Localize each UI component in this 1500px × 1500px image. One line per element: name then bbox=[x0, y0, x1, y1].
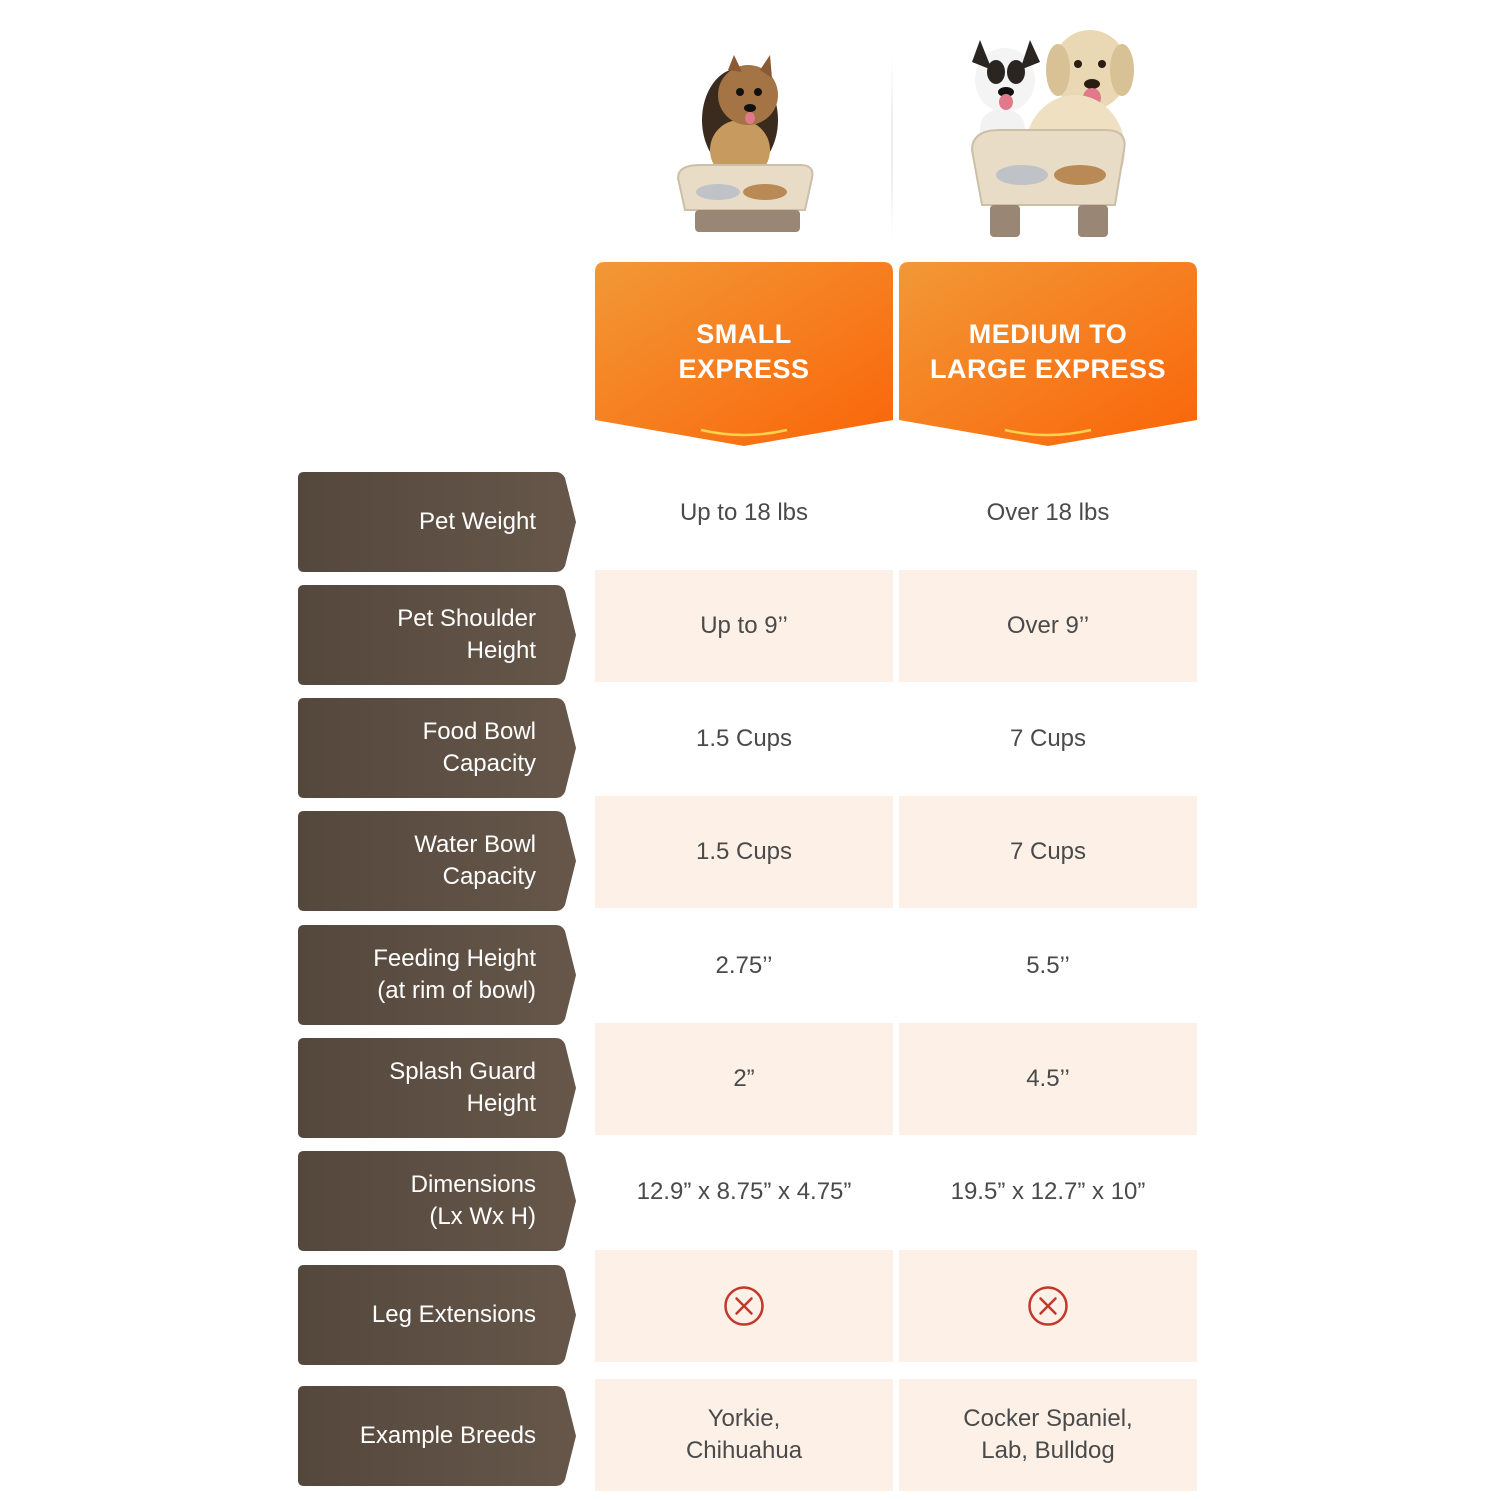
small-express-product-image bbox=[600, 0, 890, 245]
row-label-text bbox=[423, 698, 536, 798]
column-title bbox=[595, 317, 893, 387]
cell-small-express bbox=[595, 1379, 893, 1491]
cell-value-line: 4.5’’ bbox=[1026, 1065, 1070, 1092]
row-label-text bbox=[419, 472, 536, 572]
row-label-line1: Food Bowl bbox=[422, 718, 536, 745]
row-label-text bbox=[414, 811, 536, 911]
large-dogs-with-feeder-illustration bbox=[900, 0, 1200, 245]
cell-small-express bbox=[595, 910, 893, 1022]
row-label-line1: Water Bowl bbox=[414, 831, 536, 858]
row-label bbox=[298, 811, 576, 911]
x-circle-icon bbox=[723, 1285, 765, 1327]
cell-small-express bbox=[595, 796, 893, 908]
row-label bbox=[298, 1038, 576, 1138]
row-label-line2: (at rim of bowl) bbox=[377, 977, 536, 1004]
row-label-text bbox=[411, 1151, 536, 1251]
image-divider bbox=[891, 55, 893, 240]
cell-value-line: Up to 9’’ bbox=[700, 612, 788, 639]
row-label-text bbox=[389, 1038, 536, 1138]
cell-small-express bbox=[595, 1250, 893, 1362]
x-circle-icon bbox=[1027, 1285, 1069, 1327]
column-title bbox=[899, 317, 1197, 387]
cell-value-line: 5.5’’ bbox=[1026, 952, 1070, 979]
cell-large-express bbox=[899, 796, 1197, 908]
cell-value-line: 2” bbox=[733, 1065, 755, 1092]
row-label-line1: Pet Weight bbox=[419, 508, 536, 535]
cell-value-line: 19.5” x 12.7” x 10” bbox=[950, 1178, 1146, 1205]
row-label-text bbox=[372, 1265, 536, 1365]
cell-value-line: 7 Cups bbox=[1009, 725, 1087, 752]
column-header-small-express bbox=[595, 262, 893, 446]
cell-large-express bbox=[899, 1136, 1197, 1248]
row-label-line1: Splash Guard bbox=[389, 1058, 536, 1085]
cell-value-line: 2.75’’ bbox=[715, 952, 773, 979]
column-title-line2: EXPRESS bbox=[678, 354, 810, 384]
cell-value-line: Over 9’’ bbox=[1006, 612, 1090, 639]
cell-small-express bbox=[595, 570, 893, 682]
cell-value-line: Lab, Bulldog bbox=[981, 1437, 1115, 1464]
cell-value-line: 12.9” x 8.75” x 4.75” bbox=[636, 1178, 852, 1205]
row-label-line1: Feeding Height bbox=[373, 945, 536, 972]
cell-small-express bbox=[595, 457, 893, 569]
row-label bbox=[298, 698, 576, 798]
row-label-text bbox=[360, 1386, 536, 1486]
row-label-line2: Height bbox=[466, 637, 536, 664]
row-label-line1: Leg Extensions bbox=[371, 1301, 536, 1328]
cell-large-express bbox=[899, 1379, 1197, 1491]
row-label-line2: Capacity bbox=[442, 750, 536, 777]
cell-value-line: Cocker Spaniel, bbox=[963, 1405, 1133, 1432]
cell-value-line: Chihuahua bbox=[685, 1437, 803, 1464]
row-label bbox=[298, 1151, 576, 1251]
row-label-text bbox=[373, 925, 536, 1025]
small-dog-with-feeder-illustration bbox=[600, 0, 890, 245]
column-header-medium-to-large-express bbox=[899, 262, 1197, 446]
cell-small-express bbox=[595, 1023, 893, 1135]
row-label-line2: Capacity bbox=[442, 863, 536, 890]
row-label bbox=[298, 1265, 576, 1365]
row-label bbox=[298, 925, 576, 1025]
cell-value-line: 1.5 Cups bbox=[695, 725, 793, 752]
cell-value-line: 1.5 Cups bbox=[695, 838, 793, 865]
cell-large-express bbox=[899, 1250, 1197, 1362]
cell-small-express bbox=[595, 683, 893, 795]
column-title-line2: LARGE EXPRESS bbox=[929, 354, 1167, 384]
cell-value-line: Over 18 lbs bbox=[986, 499, 1110, 526]
cell-large-express bbox=[899, 457, 1197, 569]
column-title-line1: MEDIUM TO bbox=[968, 319, 1128, 349]
row-label-line1: Dimensions bbox=[410, 1171, 536, 1198]
row-label-line1: Example Breeds bbox=[359, 1422, 536, 1449]
row-label bbox=[298, 1386, 576, 1486]
row-label-text bbox=[397, 585, 536, 685]
cell-large-express bbox=[899, 570, 1197, 682]
row-label bbox=[298, 585, 576, 685]
cell-large-express bbox=[899, 910, 1197, 1022]
row-label bbox=[298, 472, 576, 572]
cell-large-express bbox=[899, 683, 1197, 795]
cell-large-express bbox=[899, 1023, 1197, 1135]
cell-value-line: Yorkie, bbox=[707, 1405, 781, 1432]
row-label-line1: Pet Shoulder bbox=[397, 605, 536, 632]
row-label-line2: (Lx Wx H) bbox=[429, 1203, 536, 1230]
column-title-line1: SMALL bbox=[696, 319, 792, 349]
cell-value-line: 7 Cups bbox=[1009, 838, 1087, 865]
large-express-product-image bbox=[900, 0, 1200, 245]
cell-value-line: Up to 18 lbs bbox=[679, 499, 809, 526]
cell-small-express bbox=[595, 1136, 893, 1248]
row-label-line2: Height bbox=[466, 1090, 536, 1117]
